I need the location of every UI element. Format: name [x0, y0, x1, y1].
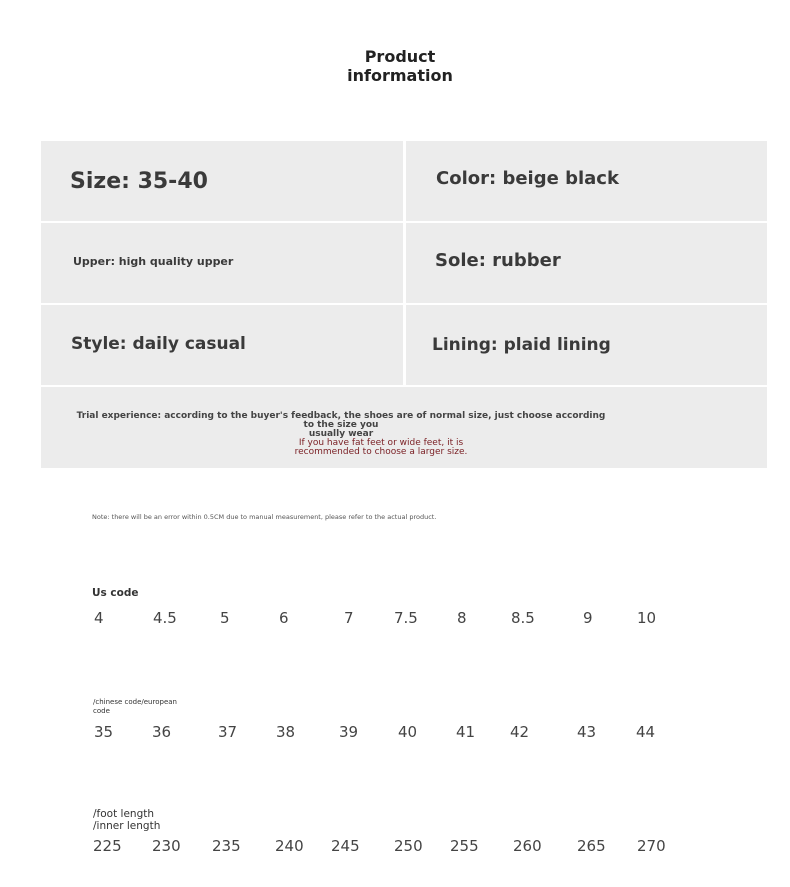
chinese-code-value: 39: [339, 723, 359, 741]
us-code-value: 4.5: [153, 609, 177, 627]
title-line-1: Product: [364, 47, 436, 66]
foot-label-line-1: /foot length: [93, 808, 155, 820]
foot-length-value: 260: [513, 837, 542, 855]
chinese-code-value: 44: [636, 723, 656, 741]
foot-length-value: 225: [93, 837, 122, 855]
chinese-code-value: 42: [510, 723, 530, 741]
spec-upper: Upper: high quality upper: [41, 223, 403, 303]
foot-length-value: 240: [275, 837, 304, 855]
chinese-code-value: 43: [577, 723, 597, 741]
us-code-value: 9: [583, 609, 593, 627]
foot-length-label: [93, 808, 160, 832]
cn-label-line-1: /chinese code/european: [93, 698, 177, 706]
foot-length-value: 270: [637, 837, 666, 855]
spec-size: Size: 35-40: [41, 141, 403, 221]
foot-length-value: 230: [152, 837, 181, 855]
measurement-note: Note: there will be an error within 0.5CM due to manual measurement, please refer to the actual product.: [92, 513, 437, 521]
us-code-label: Us code: [92, 587, 139, 599]
us-code-value: 6: [279, 609, 289, 627]
chinese-european-code-label: [93, 698, 193, 716]
foot-length-value: 235: [212, 837, 241, 855]
us-code-value: 7.5: [394, 609, 418, 627]
spec-grid: [41, 141, 767, 468]
chinese-code-value: 41: [456, 723, 476, 741]
chinese-code-value: 38: [276, 723, 296, 741]
spec-style: Style: daily casual: [41, 305, 403, 385]
chinese-code-value: 40: [398, 723, 418, 741]
chinese-code-value: 36: [152, 723, 172, 741]
trial-experience-text: [71, 412, 611, 439]
cn-label-line-2: code: [93, 707, 110, 715]
us-code-value: 10: [637, 609, 657, 627]
spec-lining: Lining: plaid lining: [406, 305, 767, 385]
title-line-2: information: [347, 66, 453, 85]
chinese-code-value: 37: [218, 723, 238, 741]
us-code-value: 4: [94, 609, 104, 627]
trial-experience-panel: [41, 387, 767, 468]
foot-length-value: 245: [331, 837, 360, 855]
page-title: [0, 47, 790, 85]
foot-length-value: 265: [577, 837, 606, 855]
warning-line-1: If you have fat feet or wide feet, it is: [298, 438, 464, 448]
foot-length-value: 250: [394, 837, 423, 855]
trial-line-1: Trial experience: according to the buyer's feedback, the shoes are of normal size, just choose according to the size you: [76, 411, 606, 430]
foot-label-line-2: /inner length: [93, 820, 161, 832]
us-code-value: 8: [457, 609, 467, 627]
spec-color: Color: beige black: [406, 141, 767, 221]
trial-line-2: usually wear: [308, 429, 374, 439]
spec-sole: Sole: rubber: [406, 223, 767, 303]
warning-line-2: recommended to choose a larger size.: [294, 447, 468, 457]
foot-length-value: 255: [450, 837, 479, 855]
us-code-value: 5: [220, 609, 230, 627]
us-code-value: 7: [344, 609, 354, 627]
us-code-value: 8.5: [511, 609, 535, 627]
size-warning: [291, 439, 471, 457]
chinese-code-value: 35: [94, 723, 114, 741]
